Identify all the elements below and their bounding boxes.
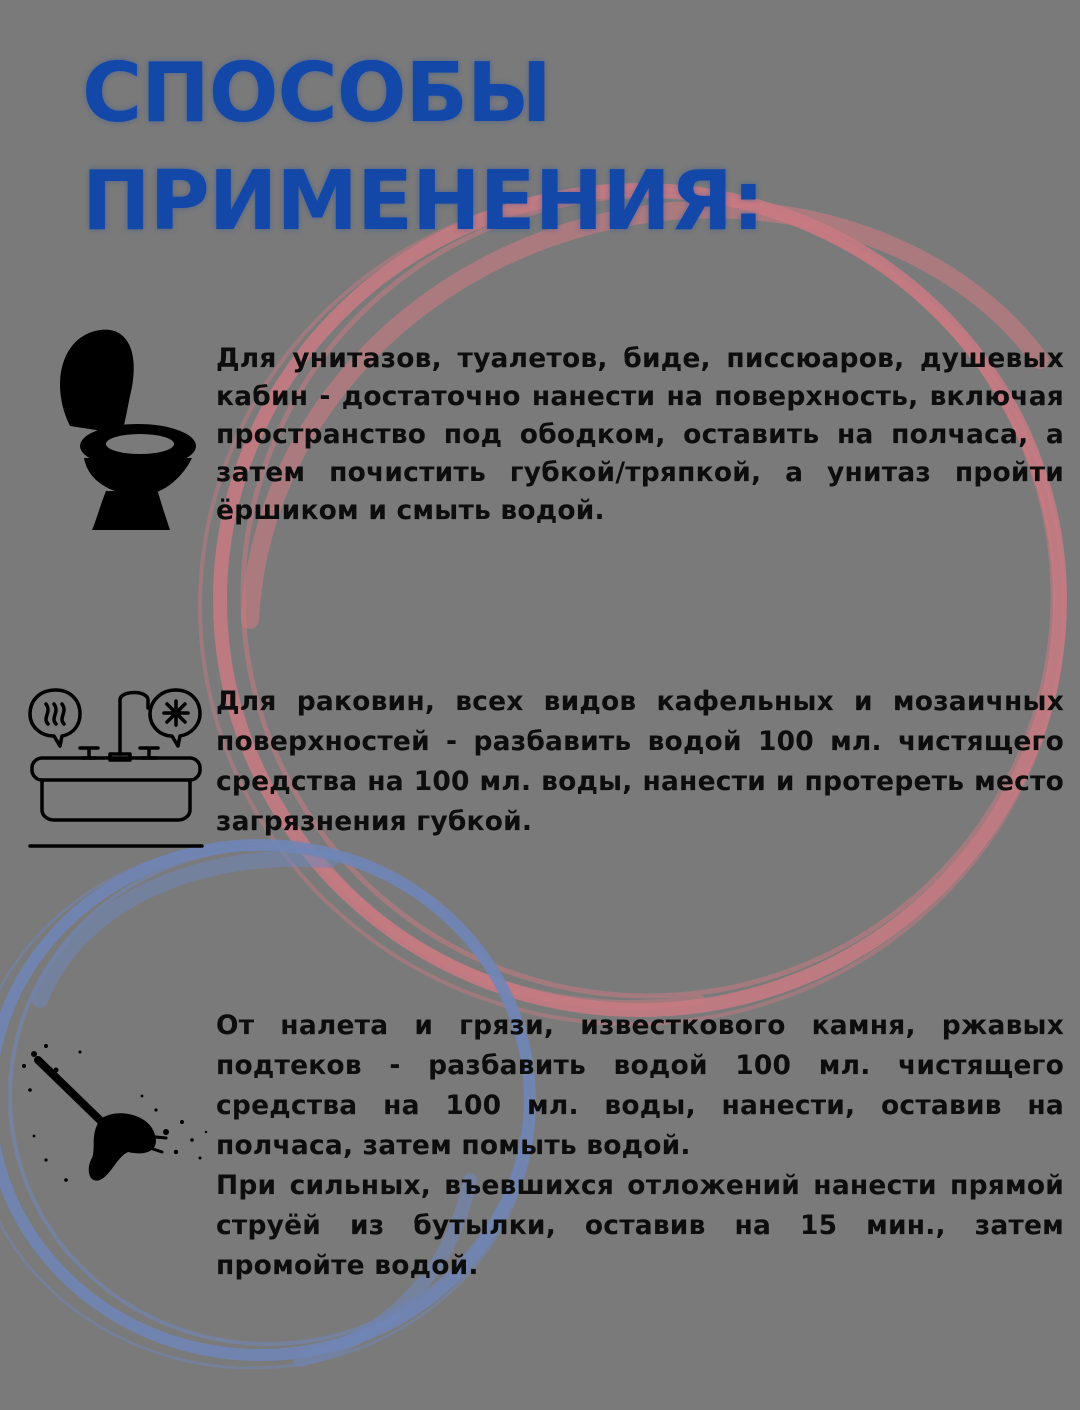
title-line-2: ПРИМЕНЕНИЯ: [82,154,764,249]
title-line-1: СПОСОБЫ [82,46,551,141]
splashing-brush-icon [16,1040,216,1200]
section-toilet-text: Для унитазов, туалетов, биде, писсюаров, душевых кабин - достаточно нанести на поверхность, включая пространство под ободком, оставить на полчаса, а затем почистить губкой/тряпкой, а унитаз пройти ёршиком и смыть водой. [216,343,1064,526]
section-sink-text: Для раковин, всех видов кафельных и мозаичных поверхностей - разбавить водой 100 мл. чистящего средства на 100 мл. воды, нанести и протереть место загрязнения губкой. [216,686,1064,837]
section-limescale-text-2: При сильных, въевшихся отложений нанести прямой струёй из бутылки, оставив на 15 мин., затем промойте водой. [216,1170,1064,1281]
toilet-icon [50,326,200,536]
section-limescale-text [216,1006,1064,1286]
page-title [82,40,764,256]
sink-faucet-icon [26,684,206,852]
section-limescale-text-1: От налета и грязи, известкового камня, ржавых подтеков - разбавить водой 100 мл. чистящего средства на 100 мл. воды, нанести, оставив на полчаса, затем помыть водой. [216,1010,1064,1161]
red-brush-ring [200,188,1064,1024]
